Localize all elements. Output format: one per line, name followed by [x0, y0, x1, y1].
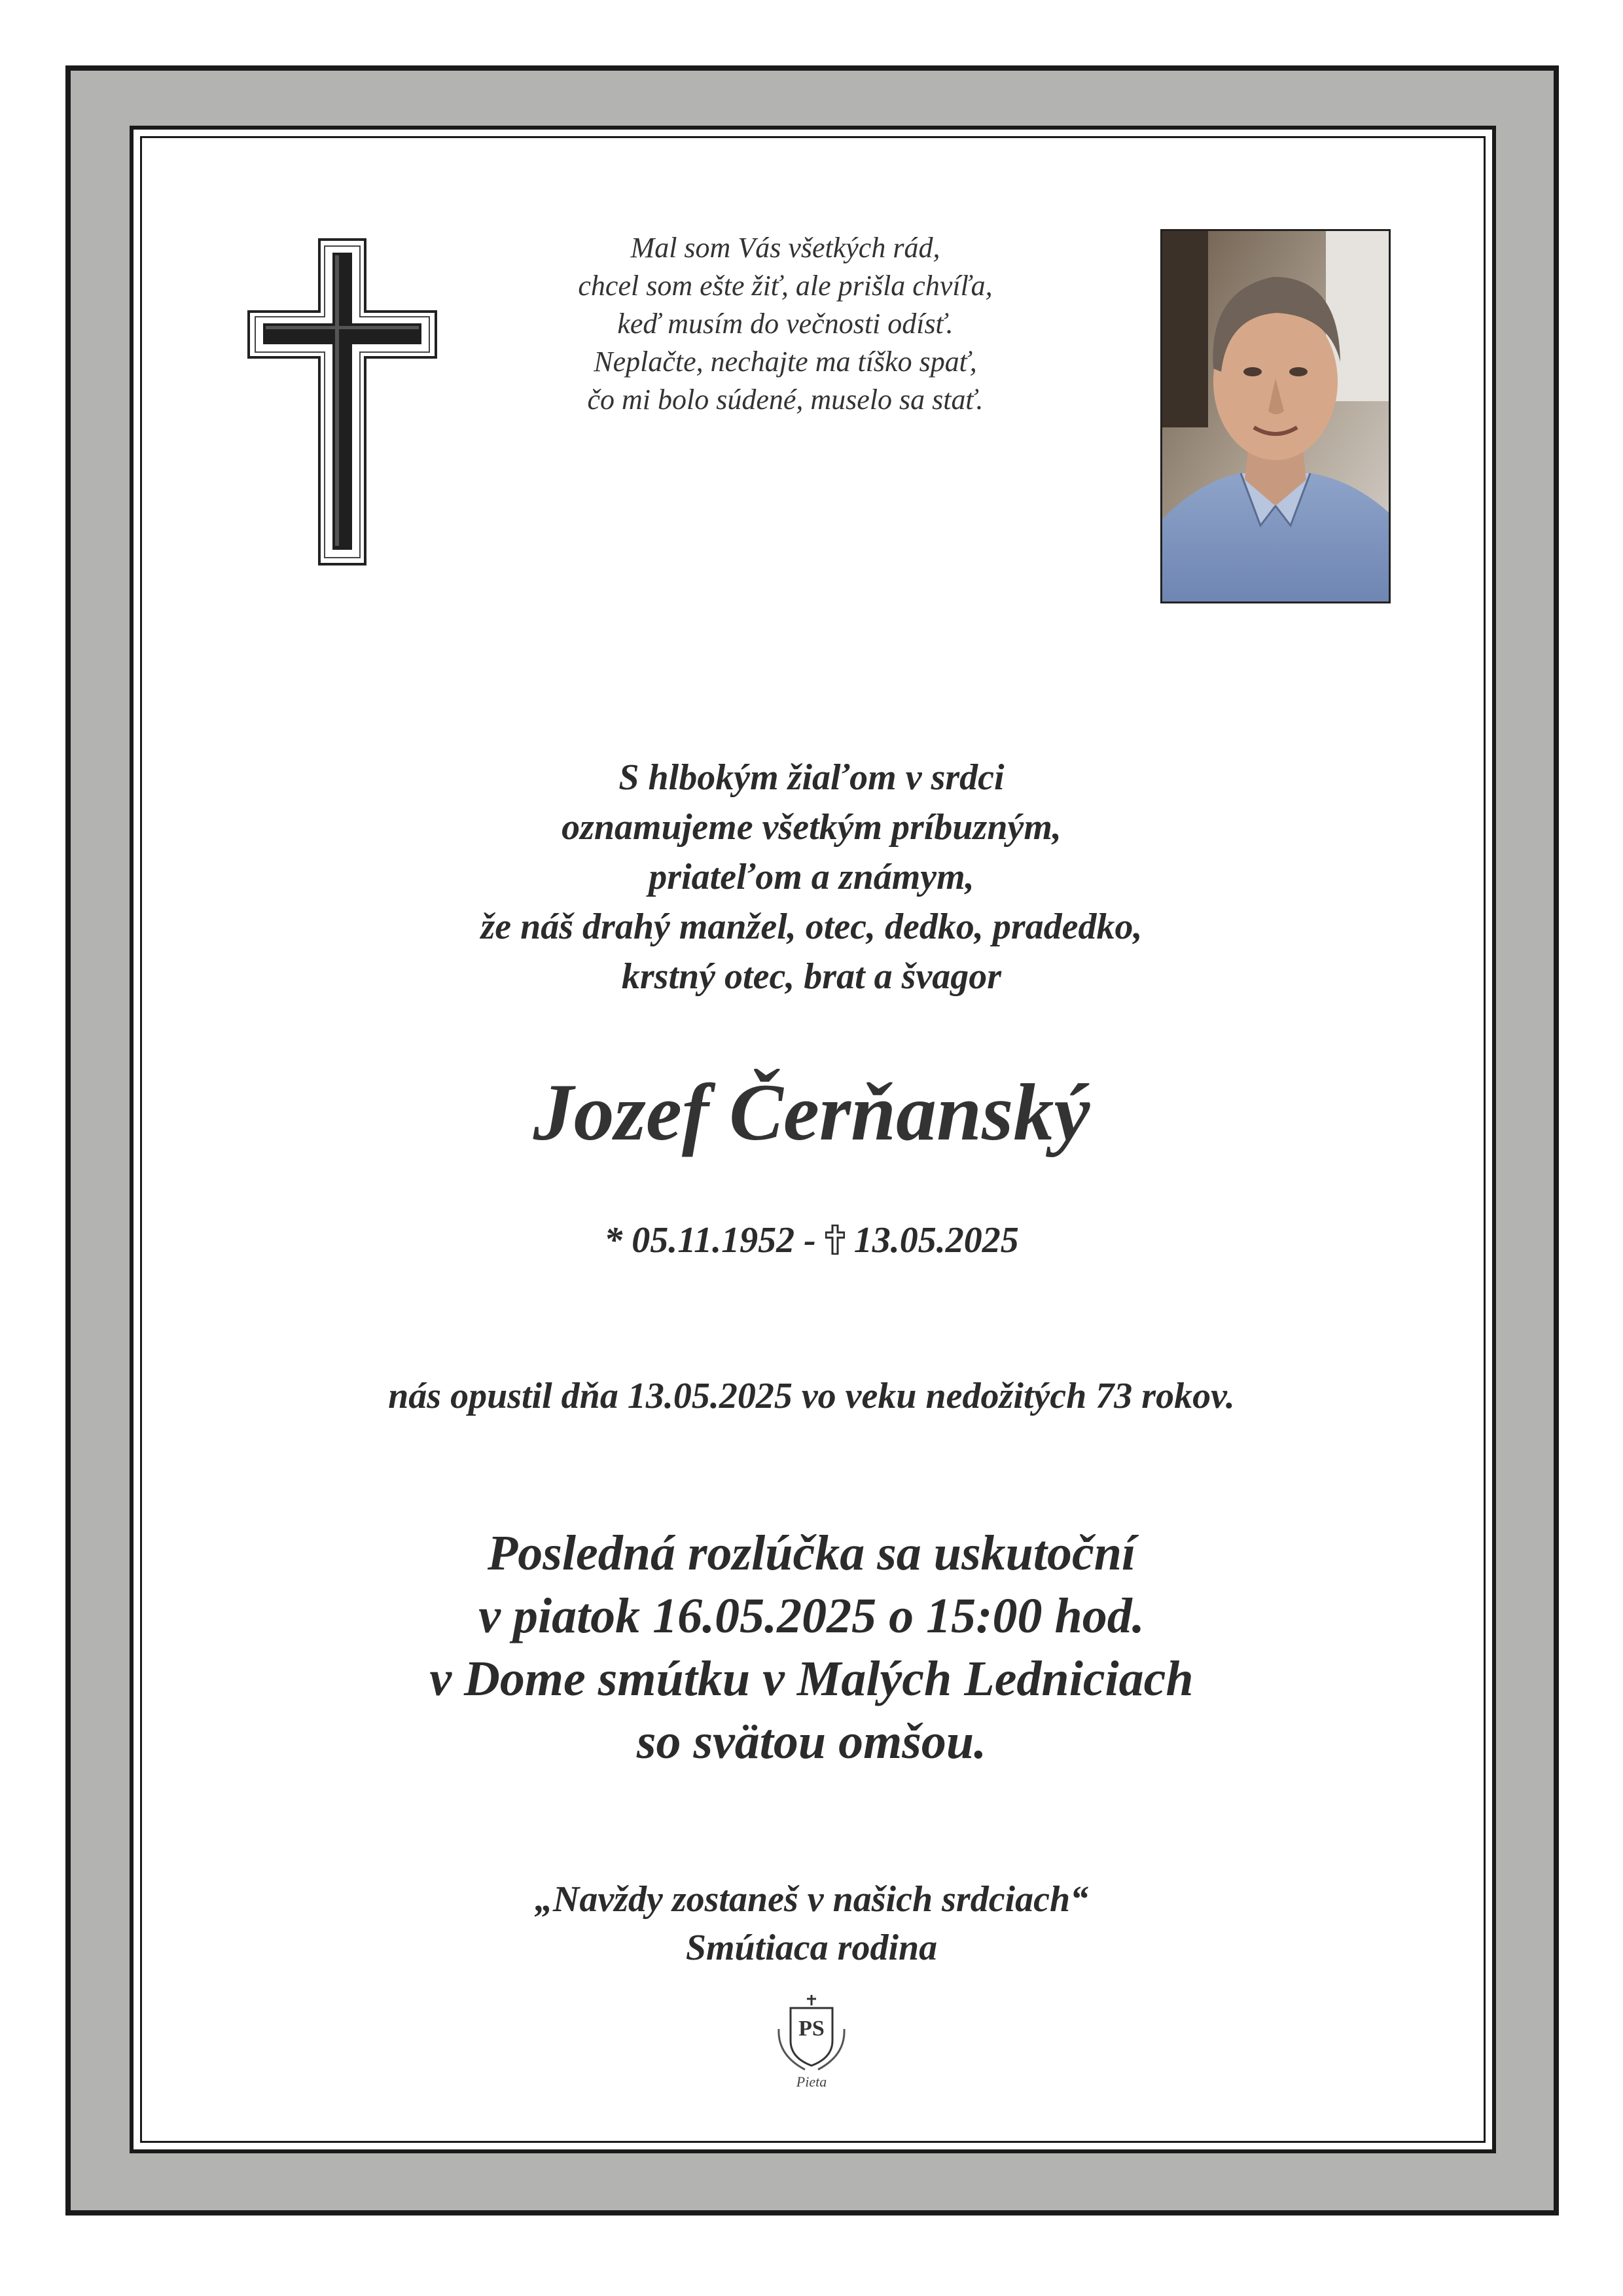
poem-line: Neplačte, nechajte ma tíško spať, [594, 346, 977, 378]
logo-monogram: PS [798, 2017, 825, 2041]
birth-date: 05.11.1952 [632, 1220, 795, 1261]
announcement-line: oznamujeme všetkým príbuzným, [562, 807, 1061, 848]
death-date: 13.05.2025 [853, 1220, 1019, 1261]
announcement-line: S hlbokým žiaľom v srdci [618, 757, 1005, 798]
portrait-photo [1160, 229, 1391, 603]
birth-symbol: * [604, 1220, 623, 1261]
pieta-emblem-icon [766, 1990, 857, 2075]
announcement-line: priateľom a známym, [649, 857, 974, 897]
pieta-logo [766, 1990, 857, 2101]
deceased-name: Jozef Čerňanský [533, 1067, 1090, 1157]
funeral-line: Posledná rozlúčka sa uskutoční [487, 1526, 1136, 1581]
announcement [196, 753, 1427, 1001]
logo-text: Pieta [796, 2073, 827, 2090]
portrait-image [1162, 231, 1389, 601]
funeral-line: so svätou omšou. [636, 1714, 987, 1769]
poem-line: čo mi bolo súdené, muselo sa stať. [587, 384, 984, 416]
closing [196, 1875, 1427, 1972]
date-separator: - [804, 1220, 816, 1261]
poem [458, 229, 1113, 419]
funeral-line: v piatok 16.05.2025 o 15:00 hod. [478, 1588, 1145, 1643]
funeral-info [196, 1522, 1427, 1773]
announcement-line: krstný otec, brat a švagor [621, 956, 1002, 997]
life-dates [196, 1217, 1427, 1263]
poem-line: Mal som Vás všetkých rád, [630, 232, 940, 264]
poem-line: keď musím do večnosti odísť. [617, 308, 954, 340]
funeral-line: v Dome smútku v Malých Ledniciach [429, 1651, 1194, 1706]
announcement-line: že náš drahý manžel, otec, dedko, pradedko, [480, 906, 1143, 947]
death-cross-icon [825, 1225, 845, 1255]
passed-away-line: nás opustil dňa 13.05.2025 vo veku nedožitých 73 rokov. [388, 1376, 1235, 1416]
closing-quote: „Navždy zostaneš v našich srdciach“ [534, 1879, 1089, 1920]
cross-icon [247, 238, 437, 565]
poem-line: chcel som ešte žiť, ale prišla chvíľa, [578, 270, 993, 302]
family-signature: Smútiaca rodina [685, 1928, 938, 1968]
